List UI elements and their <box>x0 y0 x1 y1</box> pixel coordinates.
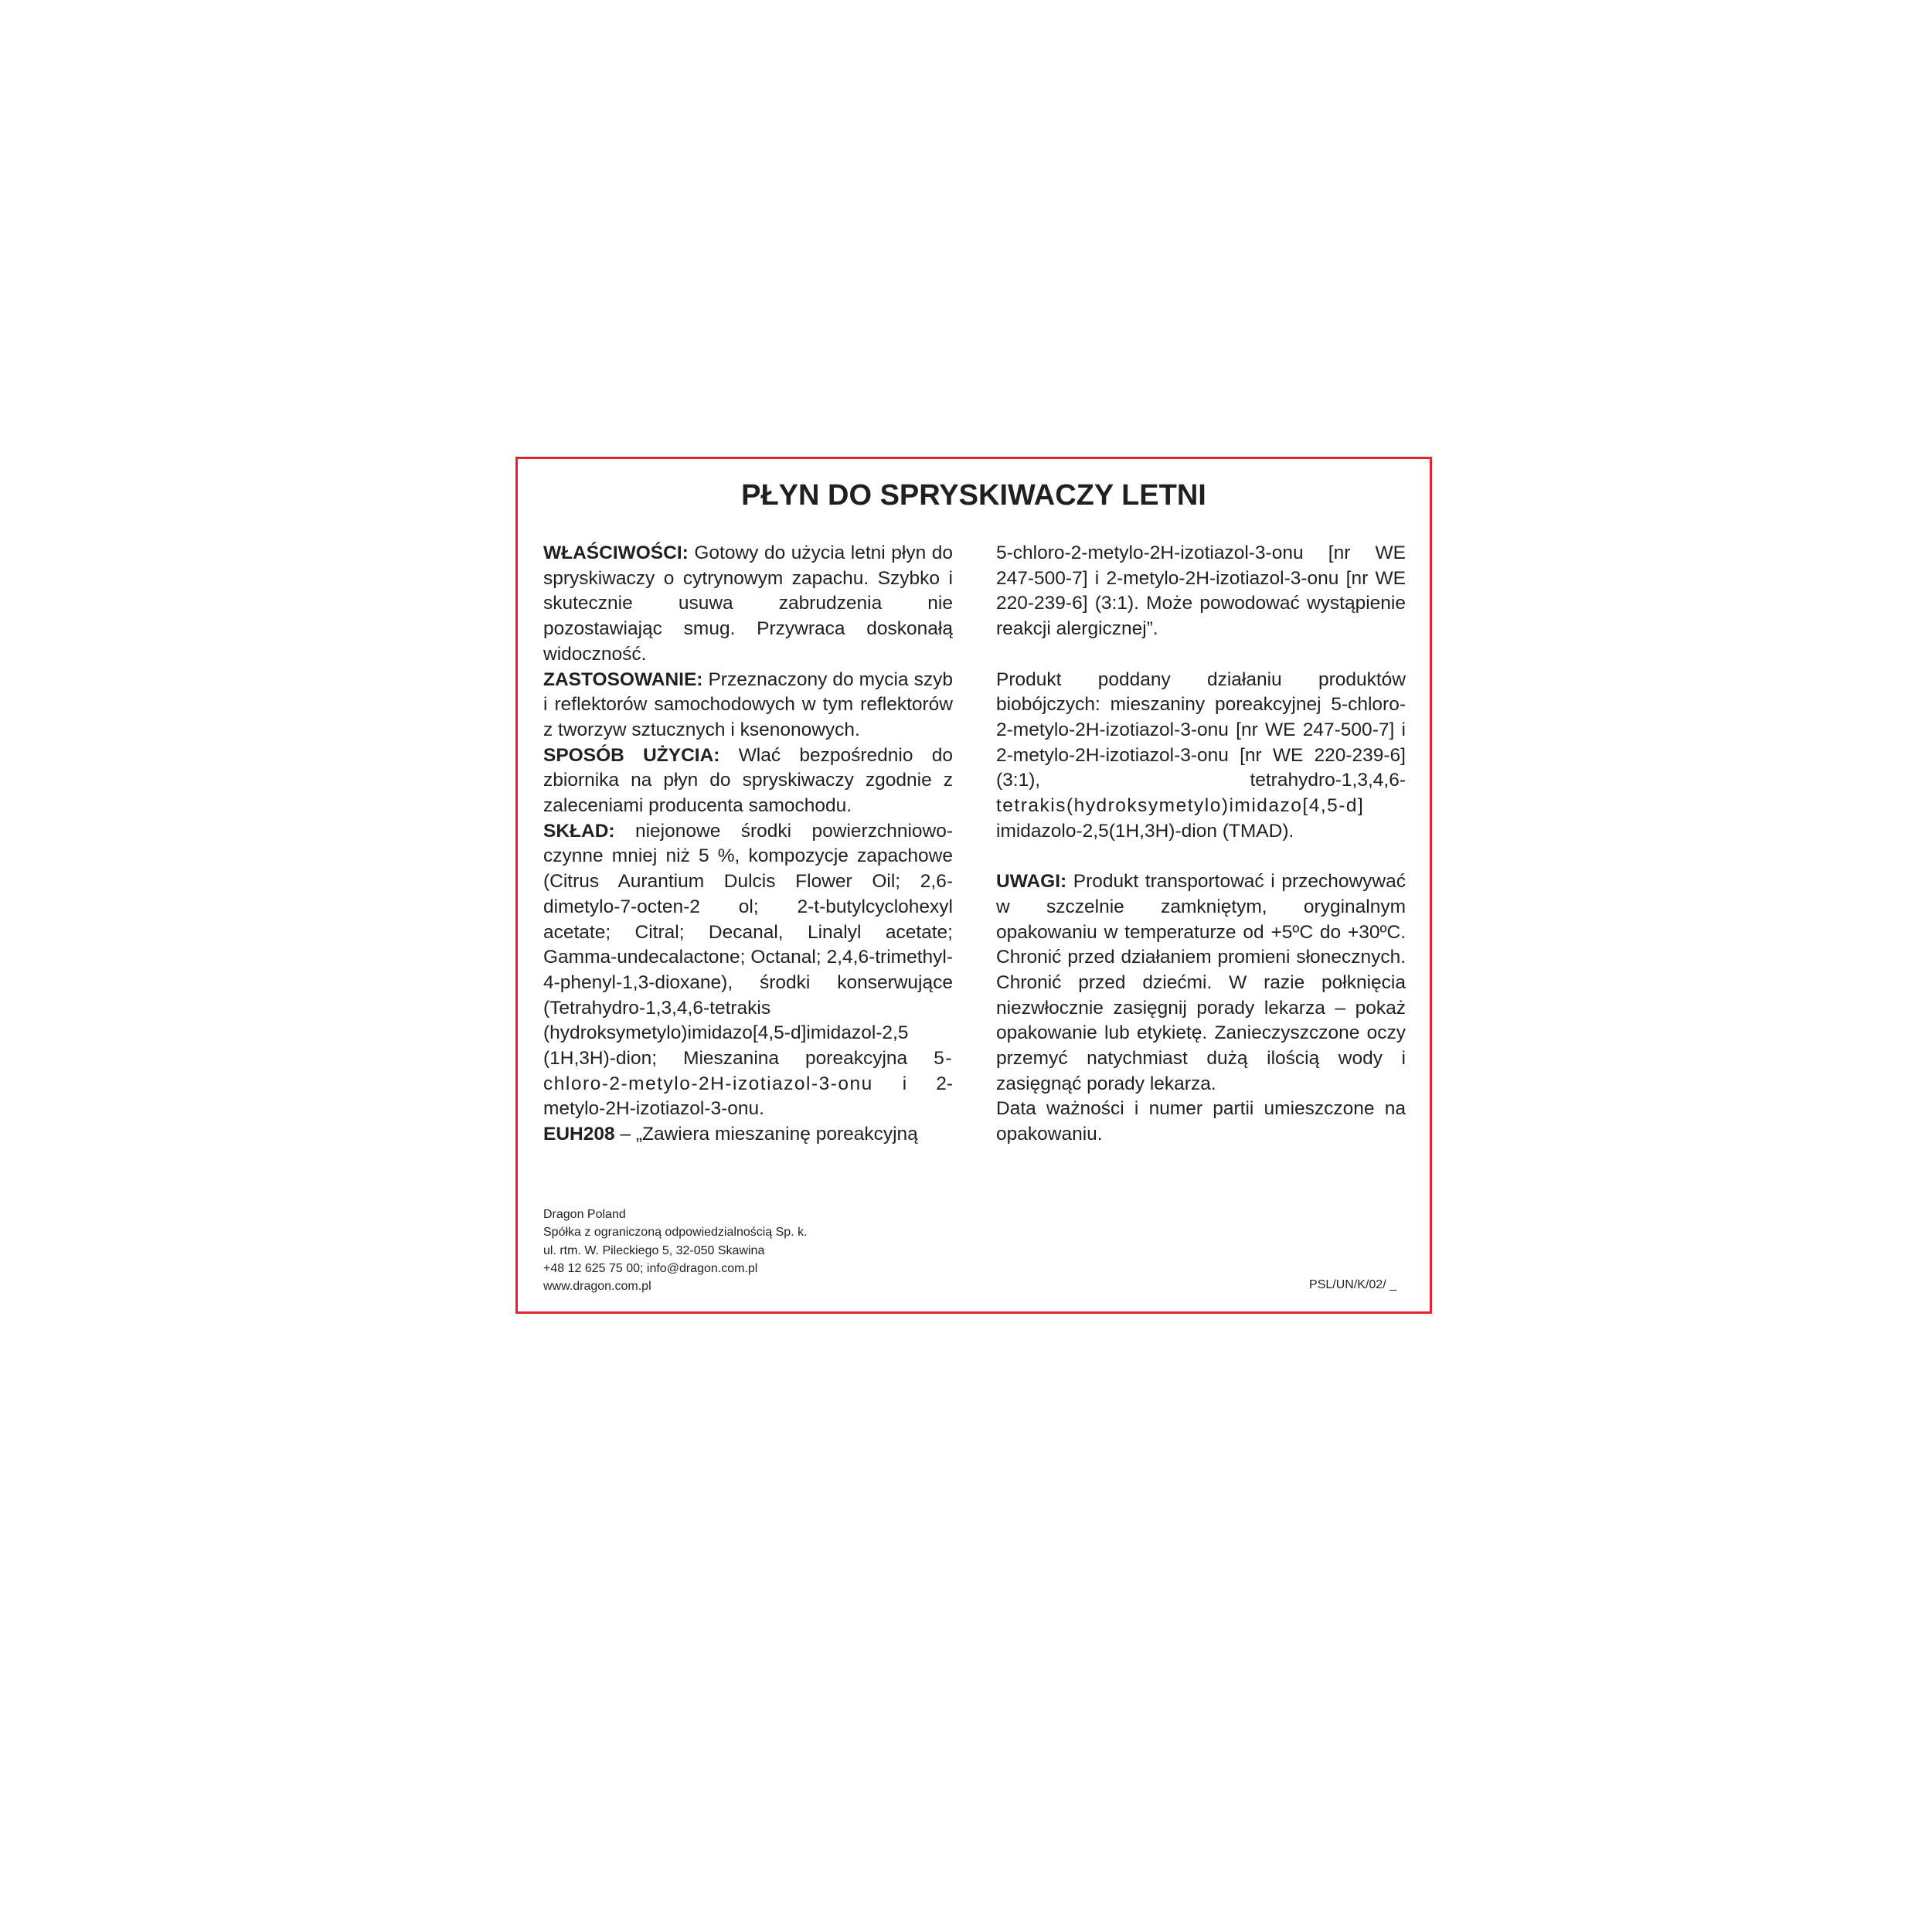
biocide-text-spaced: tetrakis(hydroksymetylo)imidazo[4,5-d] <box>996 795 1365 817</box>
left-column <box>543 541 953 1148</box>
usage-text: Wlać bezpośrednio do zbiornika na płyn do spryskiwaczy zgodnie z zaleceniami producenta samochodu. <box>543 744 953 817</box>
usage-heading: SPOSÓB UŻYCIA: <box>543 744 720 766</box>
company-website: www.dragon.com.pl <box>543 1280 651 1294</box>
usage-section <box>543 743 953 819</box>
label-title: PŁYN DO SPRYSKIWACZY LETNI <box>741 479 1206 512</box>
application-section <box>543 668 953 743</box>
properties-section <box>543 541 953 668</box>
euh208-section <box>543 1122 953 1148</box>
company-legal-name: Spółka z ograniczoną odpowiedzialnością Sp. k. <box>543 1226 808 1240</box>
composition-text: niejonowe środki powierzchniowo-czynne mniej niż 5 %, kompozycje zapachowe (Citrus Aurantium Dulcis Flower Oil; 2,6-dimetylo-7-octen-2 ol; 2-t-butylcyclohexyl acetate; Citral; Decanal, Linalyl acetate; Gamma-undecalactone; Octanal; 2,4,6-trimethyl-4-phenyl-1,3-dioxane), środki konserwujące (Tetrahydro-1,3,4,6-tetrakis (hydroksymetylo)imidazo[4,5-d]imidazol-2,5 (1H,3H)-dion; Mieszanina poreakcyjna <box>543 820 953 1070</box>
company-address: ul. rtm. W. Pileckiego 5, 32-050 Skawina <box>543 1243 765 1257</box>
biocide-text: Produkt poddany działaniu produktów biobójczych: mieszaniny poreakcyjnej 5-chloro-2-metylo-2H-izotiazol-3-onu [nr WE 247-500-7] i 2-metylo-2H-izotiazol-3-onu [nr WE 220-239-6] (3:1), tetrahydro-1,3,4,6- <box>996 668 1406 791</box>
application-text: Przeznaczony do mycia szyb i reflektorów samochodowych w tym reflektorów z tworzyw sztucznych i ksenonowych. <box>543 668 953 740</box>
euh208-text: – „Zawiera mieszaninę poreakcyjną <box>620 1124 918 1145</box>
biocide-section <box>996 668 1406 845</box>
notes-text: Produkt transportować i przechowywać w szczelnie zamkniętym, oryginalnym opakowaniu w temperaturze od +5ºC do +30ºC. Chronić przed działaniem promieni słonecznych. Chronić przed dziećmi. W razie połknięcia niezwłocznie zasięgnij porady lekarza – pokaż opakowanie lub etykietę. Zanieczyszczone oczy przemyć natychmiast dużą ilością wody i zasięgnąć porady lekarza. <box>996 871 1406 1094</box>
notes-heading: UWAGI: <box>996 871 1067 893</box>
composition-text-after: i 2-metylo-2H-izotiazol-3-onu. <box>543 1073 953 1120</box>
composition-heading: SKŁAD: <box>543 820 615 842</box>
biocide-text-after: imidazolo-2,5(1H,3H)-dion (TMAD). <box>996 820 1294 842</box>
right-column <box>996 541 1406 1148</box>
manufacturer-footer <box>543 1206 808 1295</box>
expiry-text: Data ważności i numer partii umieszczone na opakowaniu. <box>996 1098 1406 1145</box>
product-label <box>515 457 1432 1314</box>
company-name: Dragon Poland <box>543 1208 626 1221</box>
properties-heading: WŁAŚCIWOŚCI: <box>543 543 689 563</box>
euh208-continuation: 5-chloro-2-metylo-2H-izotiazol-3-onu [nr WE 247-500-7] i 2-metylo-2H-izotiazol-3-onu [nr WE 220-239-6] (3:1). Może powodować wystąpienie reakcji alergicznej”. <box>996 543 1406 640</box>
euh208-heading: EUH208 <box>543 1124 615 1145</box>
product-code: PSL/UN/K/02/ _ <box>1309 1278 1396 1291</box>
company-contact: +48 12 625 75 00; info@dragon.com.pl <box>543 1261 758 1275</box>
composition-section <box>543 819 953 1122</box>
properties-text: Gotowy do użycia letni płyn do spryskiwaczy o cytrynowym zapachu. Szybko i skutecznie usuwa zabrudzenia nie pozostawiając smug. Przywraca doskonałą widoczność. <box>543 543 953 665</box>
notes-section <box>996 869 1406 1097</box>
application-heading: ZASTOSOWANIE: <box>543 668 703 690</box>
composition-text-spaced: 5-chloro-2-metylo-2H-izotiazol-3-onu <box>543 1048 953 1094</box>
